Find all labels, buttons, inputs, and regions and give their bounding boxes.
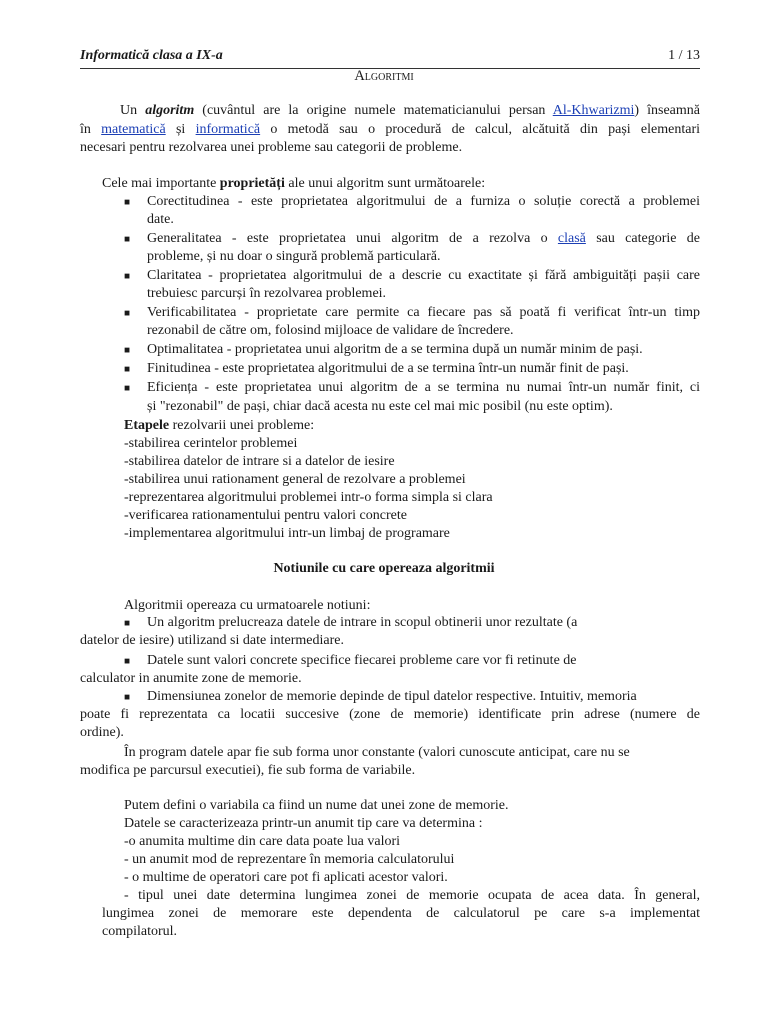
bullet-icon: ■: [124, 234, 131, 245]
intro-line-1: [120, 102, 700, 120]
intro-text: Un: [120, 103, 146, 118]
property-corectitudinea: Corectitudinea - este proprietatea algoritmului de a furniza o soluție corectă a problemei: [147, 194, 700, 209]
lead-text: ale unui algoritm sunt următoarele:: [284, 176, 486, 191]
type-item: - o multime de operatori care pot fi aplicati acestor valori.: [124, 870, 448, 885]
term-etapele: Etapele: [124, 418, 170, 433]
page-header: [80, 46, 700, 69]
type-item-cont: lungimea zonei de memorare este dependenta de calculatorul pe care s-a implementat: [102, 906, 700, 921]
header-course: Informatică clasa a IX-a: [80, 48, 223, 63]
etape-item: -verificarea rationamentului pentru valori concrete: [124, 508, 407, 523]
bullet-icon: ■: [124, 345, 131, 356]
property-corectitudinea-cont: date.: [147, 212, 174, 227]
type-item: - un anumit mod de reprezentare în memoria calculatorului: [124, 852, 455, 867]
type-item: - tipul unei date determina lungimea zonei de memorie ocupata de acea data. În general,: [124, 888, 700, 903]
property-text: sau categorie de: [585, 231, 700, 246]
term-algoritm: algoritm: [145, 103, 195, 118]
paragraph-line: Datele se caracterizeaza printr-un anumit tip care va determina :: [124, 816, 483, 831]
etape-item: -reprezentarea algoritmului problemei intr-o forma simpla si clara: [124, 490, 493, 505]
property-claritatea-cont: trebuiesc parcurși în rezolvarea problemei.: [147, 286, 387, 301]
notion-line: ordine).: [80, 725, 124, 740]
section2-lead: Algoritmii opereaza cu urmatoarele notiuni:: [124, 598, 371, 613]
intro-text: ) înseamnă: [634, 103, 700, 118]
notion-line: Un algoritm prelucreaza datele de intrare in scopul obtinerii unor rezultate (a: [147, 615, 578, 630]
bullet-icon: ■: [124, 618, 131, 629]
etape-item: -stabilirea cerintelor problemei: [124, 436, 298, 451]
link-informatica[interactable]: informatică: [195, 122, 261, 137]
page-title: Algoritmi: [354, 68, 414, 84]
bullet-icon: ■: [124, 271, 131, 282]
notion-line: datelor de iesire) utilizand si date intermediare.: [80, 633, 344, 648]
type-item-cont: compilatorul.: [102, 924, 178, 939]
etape-lead-text: rezolvarii unei probleme:: [169, 418, 315, 433]
section-heading: Notiunile cu care opereaza algoritmii: [273, 561, 495, 576]
page-number: 1 / 13: [668, 48, 700, 63]
etape-item: -implementarea algoritmului intr-un limbaj de programare: [124, 526, 450, 541]
etape-lead: [124, 417, 314, 435]
term-proprietati: proprietăți: [219, 176, 285, 191]
property-generalitatea: [147, 230, 700, 248]
property-claritatea: Claritatea - proprietatea algoritmului de a descrie cu exactitate și fără ambiguități pașii care: [147, 268, 700, 283]
type-item: -o anumita multime din care data poate lua valori: [124, 834, 401, 849]
bullet-icon: ■: [124, 692, 131, 703]
etape-item: -stabilirea unui rationament general de rezolvare a problemei: [124, 472, 466, 487]
paragraph-line: Putem defini o variabila ca fiind un nume dat unei zone de memorie.: [124, 798, 509, 813]
notion-line: Dimensiunea zonelor de memorie depinde de tipul datelor respective. Intuitiv, memoria: [147, 689, 637, 704]
property-optimalitatea: Optimalitatea - proprietatea unui algoritm de a se termina după un număr minim de pași.: [147, 342, 643, 357]
properties-lead: [102, 175, 485, 193]
property-text: Generalitatea - este proprietatea unui algoritm de a rezolva o: [147, 231, 558, 246]
property-finitudinea: Finitudinea - este proprietatea algoritmului de a se termina într-un număr finit de pași.: [147, 361, 629, 376]
notion-line: Datele sunt valori concrete specifice fiecarei probleme care vor fi retinute de: [147, 653, 577, 668]
etape-item: -stabilirea datelor de intrare si a datelor de iesire: [124, 454, 395, 469]
bullet-icon: ■: [124, 197, 131, 208]
intro-text: (cuvântul are la origine numele matematicianului persan: [194, 103, 553, 118]
paragraph-line: În program datele apar fie sub forma unor constante (valori cunoscute anticipat, care nu se: [124, 745, 630, 760]
bullet-icon: ■: [124, 364, 131, 375]
property-eficienta: Eficiența - este proprietatea unui algoritm de a se termina nu numai într-un număr finit, ci: [147, 380, 700, 395]
bullet-icon: ■: [124, 383, 131, 394]
property-generalitatea-cont: probleme, și nu doar o singură problemă particulară.: [147, 249, 441, 264]
link-al-khwarizmi[interactable]: Al-Khwarizmi: [552, 103, 635, 118]
notion-line: poate fi reprezentata ca locatii succesive (zone de memorie) identificate prin adrese (numere de: [80, 707, 700, 722]
property-verificabilitatea: Verificabilitatea - proprietate care permite ca fiecare pas să poată fi verificat într-un timp: [147, 305, 700, 320]
intro-text: și: [165, 122, 196, 137]
intro-line-3: necesari pentru rezolvarea unei probleme sau categorii de probleme.: [80, 140, 463, 155]
lead-text: Cele mai importante: [102, 176, 220, 191]
bullet-icon: ■: [124, 656, 131, 667]
property-verificabilitatea-cont: rezonabil de către om, folosind mijloace de validare de încredere.: [147, 323, 514, 338]
bullet-icon: ■: [124, 308, 131, 319]
paragraph-line: modifica pe parcursul executiei), fie sub forma de variabile.: [80, 763, 416, 778]
intro-line-2: [80, 121, 700, 139]
link-matematica[interactable]: matematică: [101, 122, 166, 137]
intro-text: în: [80, 122, 102, 137]
intro-text: o metodă sau o procedură de calcul, alcătuită din pași elementari: [260, 122, 701, 137]
link-clasa[interactable]: clasă: [557, 231, 586, 246]
property-eficienta-cont: și "rezonabil" de pași, chiar dacă acesta nu este cel mai mic posibil (nu este optim).: [147, 399, 613, 414]
notion-line: calculator in anumite zone de memorie.: [80, 671, 302, 686]
